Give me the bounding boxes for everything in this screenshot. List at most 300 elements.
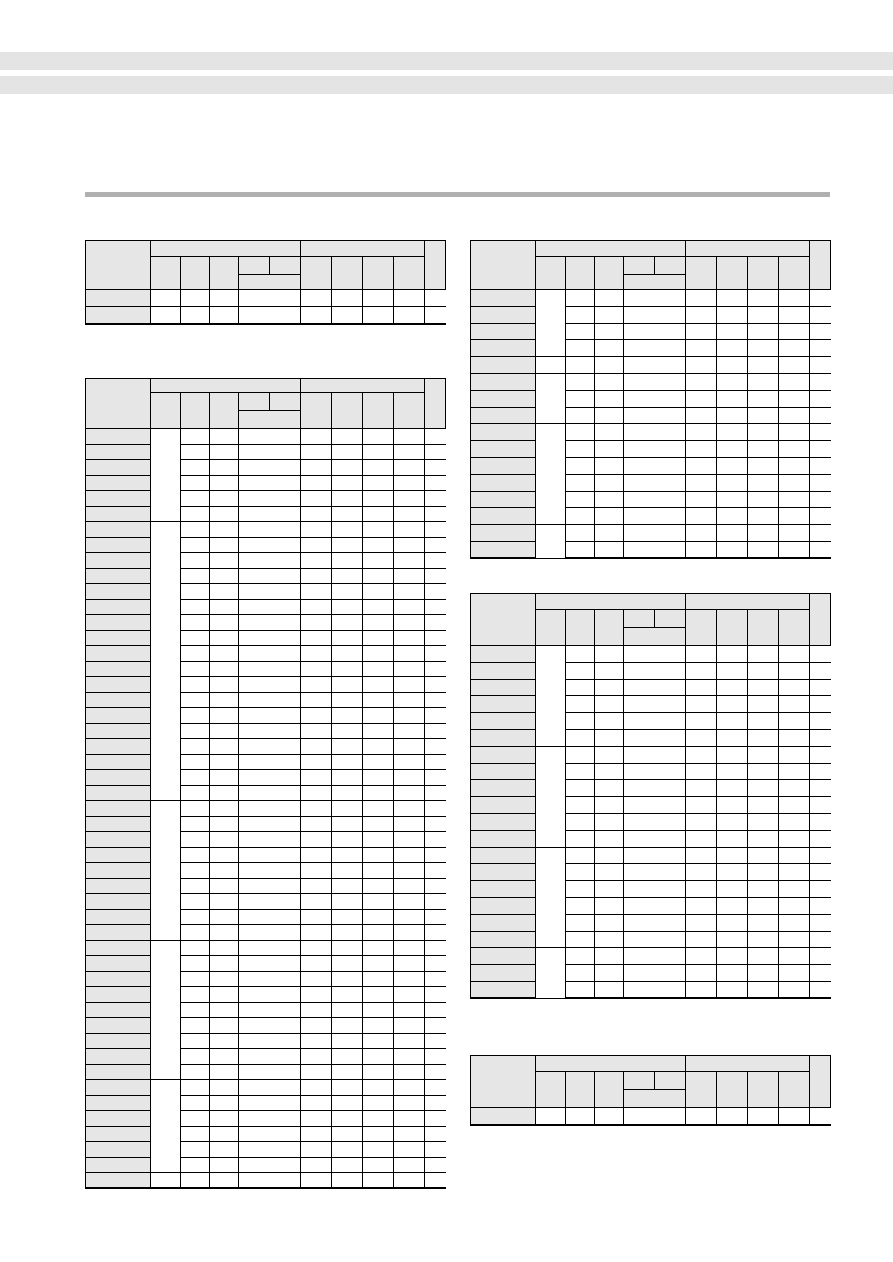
table-cell [151,801,181,941]
table-cell [810,830,831,847]
table-cell [181,708,210,724]
table-cell [686,746,717,763]
table-cell [363,1126,394,1142]
table-cell [595,763,624,780]
table-cell [810,306,831,323]
table-cell [332,584,363,600]
table-row [471,746,831,763]
table-cell [595,897,624,914]
table-cell [239,971,301,987]
table-cell [425,568,446,584]
table-cell [181,615,210,631]
table-cell [394,878,425,894]
table-cell [239,1049,301,1065]
table-cell [748,508,779,525]
table-cell [363,723,394,739]
table-cell [624,864,686,881]
table-cell [566,679,595,696]
table-cell [686,981,717,998]
row-label-cell [86,863,151,879]
table-cell [425,522,446,538]
header-cell [686,257,717,290]
table-row [471,474,831,491]
table-cell [239,816,301,832]
row-label-cell [86,584,151,600]
table-cell [210,1157,239,1173]
row-label-cell [86,1126,151,1142]
header-cell [394,257,425,290]
table-cell [151,522,181,801]
row-label-cell [471,948,536,965]
table-cell [425,1018,446,1034]
table-row [86,506,446,522]
table-cell [595,457,624,474]
table-cell [686,424,717,441]
table-cell [624,746,686,763]
table-cell [748,407,779,424]
table-cell [810,525,831,542]
table-cell [595,474,624,491]
table-cell [595,965,624,982]
row-label-cell [86,925,151,941]
table-cell [181,630,210,646]
table-cell [394,925,425,941]
table-cell [810,390,831,407]
table-cell [624,948,686,965]
table-row [86,677,446,693]
table-cell [181,1095,210,1111]
table-cell [394,987,425,1003]
row-label-cell [86,568,151,584]
table-cell [810,1108,831,1125]
table-row [471,357,831,374]
header-cell [686,1072,717,1108]
table-row [86,646,446,662]
row-label-cell [86,987,151,1003]
table-cell [394,1157,425,1173]
table-cell [363,537,394,553]
table-cell [301,878,332,894]
table-cell [181,956,210,972]
table-cell [425,692,446,708]
table-cell [301,599,332,615]
table-cell [717,729,748,746]
table-cell [779,847,810,864]
table-cell [810,679,831,696]
table-cell [363,832,394,848]
table-cell [363,1064,394,1080]
table-row [86,909,446,925]
table-cell [624,357,686,374]
table-row [471,729,831,746]
table-cell [810,729,831,746]
table-cell [624,965,686,982]
table-cell [779,441,810,458]
header-cell [332,393,363,429]
header-cell [655,610,686,628]
header-cell [239,275,301,290]
table-cell [301,785,332,801]
table-cell [394,615,425,631]
table-cell [301,816,332,832]
table-row [86,1033,446,1049]
row-label-cell [471,357,536,374]
row-label-cell [471,457,536,474]
table-cell [332,940,363,956]
table-cell [363,584,394,600]
table-cell [810,864,831,881]
table-cell [595,696,624,713]
row-label-cell [86,661,151,677]
header-cell [779,257,810,290]
table-cell [425,987,446,1003]
table-cell [363,785,394,801]
table-cell [748,780,779,797]
table-cell [239,801,301,817]
header-cell [810,594,831,646]
table-cell [394,1111,425,1127]
table-cell [332,475,363,491]
table-cell [810,763,831,780]
table-cell [210,708,239,724]
table-cell [595,780,624,797]
table-cell [332,894,363,910]
header-cell [748,1072,779,1108]
table-cell [363,615,394,631]
table-row [86,1018,446,1034]
table-cell [686,306,717,323]
table-cell [425,956,446,972]
header-cell [425,379,446,429]
row-label-cell [471,780,536,797]
table-cell [394,491,425,507]
table-cell [332,754,363,770]
table-cell [181,816,210,832]
table-cell [363,847,394,863]
table-cell [363,1111,394,1127]
table-cell [425,491,446,507]
table-cell [301,723,332,739]
table-cell [239,615,301,631]
header-group-cell [301,379,425,393]
row-label-cell [471,306,536,323]
table-cell [239,785,301,801]
table-cell [210,630,239,646]
header-group-cell [151,241,301,257]
table-cell [425,1173,446,1189]
table-cell [181,940,210,956]
table-cell [425,1064,446,1080]
table-cell [425,801,446,817]
row-label-cell [86,522,151,538]
table-cell [363,599,394,615]
table-cell [394,568,425,584]
table-cell [425,1049,446,1065]
header-cell [151,257,181,290]
table-row [471,1108,831,1125]
table-cell [394,816,425,832]
table-cell [363,863,394,879]
table-cell [239,307,301,324]
row-label-cell [86,677,151,693]
header-cell [471,241,536,290]
table-cell [425,785,446,801]
table-cell [566,965,595,982]
table-cell [624,390,686,407]
table-cell [394,506,425,522]
header-cell [536,610,566,646]
table-cell [566,441,595,458]
table-row [471,541,831,558]
table-cell [595,931,624,948]
table-cell [301,584,332,600]
table-cell [425,1080,446,1096]
table-cell [566,508,595,525]
table-cell [748,390,779,407]
table-cell [151,1080,181,1173]
table-cell [425,661,446,677]
table-cell [394,1002,425,1018]
table-cell [332,460,363,476]
table-cell [686,323,717,340]
spec-table [470,593,831,999]
table-cell [425,770,446,786]
table-cell [717,965,748,982]
table-cell [181,971,210,987]
table-cell [748,914,779,931]
header-group-cell [536,241,686,257]
table-cell [210,491,239,507]
table-cell [810,491,831,508]
table-row [471,525,831,542]
row-label-cell [471,373,536,390]
table-cell [301,909,332,925]
table-cell [566,830,595,847]
table-cell [566,931,595,948]
table-cell [425,584,446,600]
table-cell [332,863,363,879]
table-cell [363,816,394,832]
table-cell [779,897,810,914]
table-cell [686,373,717,390]
table-cell [425,708,446,724]
table-cell [624,813,686,830]
table-cell [425,444,446,460]
table-cell [425,460,446,476]
row-label-cell [86,739,151,755]
table-cell [332,1142,363,1158]
table-row [471,981,831,998]
table-cell [363,878,394,894]
table-cell [332,290,363,307]
header-band-bottom [0,76,893,94]
table-cell [239,1157,301,1173]
table-cell [717,914,748,931]
table-cell [301,832,332,848]
table-cell [301,307,332,324]
table-row [86,661,446,677]
table-cell [239,661,301,677]
table-cell [686,390,717,407]
table-cell [181,568,210,584]
table-cell [566,729,595,746]
table-cell [181,444,210,460]
table-cell [394,971,425,987]
row-label-cell [471,390,536,407]
table-cell [332,568,363,584]
table-cell [810,424,831,441]
table-cell [363,475,394,491]
table-cell [363,646,394,662]
table-cell [810,713,831,730]
table-row [86,832,446,848]
table-cell [536,525,566,559]
table-cell [332,708,363,724]
table-row [471,441,831,458]
table-cell [717,424,748,441]
row-label-cell [86,1142,151,1158]
table-cell [181,1111,210,1127]
header-group-cell [536,594,686,610]
table-cell [394,1080,425,1096]
table-cell [595,713,624,730]
table-cell [239,708,301,724]
table-row [86,971,446,987]
table-cell [624,981,686,998]
table-cell [181,754,210,770]
table-cell [425,878,446,894]
table-cell [301,491,332,507]
table-cell [717,662,748,679]
table-cell [425,1142,446,1158]
table-cell [717,847,748,864]
table-cell [239,429,301,445]
table-cell [686,881,717,898]
table-cell [779,407,810,424]
table-cell [363,491,394,507]
table-row [471,424,831,441]
table-cell [595,357,624,374]
table-cell [779,780,810,797]
table-cell [210,1126,239,1142]
table-row [86,863,446,879]
table-cell [394,537,425,553]
table-cell [624,646,686,663]
header-cell [210,257,239,290]
table-cell [686,696,717,713]
table-cell [748,290,779,307]
table-cell [748,357,779,374]
table-cell [686,457,717,474]
table-cell [301,739,332,755]
row-label-cell [471,525,536,542]
header-group-cell [686,241,810,257]
table-cell [779,306,810,323]
table-cell [779,457,810,474]
table-cell [239,909,301,925]
table-cell [595,441,624,458]
table-cell [624,541,686,558]
table-row [471,797,831,814]
row-label-cell [86,506,151,522]
table-cell [536,646,566,747]
table-row [86,692,446,708]
table-cell [595,830,624,847]
table-cell [301,940,332,956]
table-cell [717,290,748,307]
table-cell [566,323,595,340]
header-cell [86,379,151,429]
table-row [86,522,446,538]
table-cell [363,630,394,646]
table-cell [566,847,595,864]
header-cell [779,1072,810,1108]
table-cell [748,441,779,458]
table-cell [624,525,686,542]
table-cell [210,553,239,569]
table-cell [301,708,332,724]
row-label-cell [86,599,151,615]
table-cell [425,1126,446,1142]
table-cell [210,429,239,445]
table-cell [566,864,595,881]
table-cell [686,491,717,508]
table-cell [181,553,210,569]
table-cell [394,599,425,615]
table-cell [210,754,239,770]
header-cell [624,1090,686,1108]
table-cell [624,441,686,458]
table-cell [779,746,810,763]
table-cell [425,1157,446,1173]
table-cell [301,460,332,476]
table-cell [394,1142,425,1158]
table-cell [566,541,595,558]
table-cell [210,677,239,693]
table-cell [210,832,239,848]
row-label-cell [471,763,536,780]
table-cell [536,424,566,525]
table-row [86,475,446,491]
table-row [86,723,446,739]
table-cell [210,537,239,553]
table-row [86,1064,446,1080]
table-cell [717,306,748,323]
table-cell [332,739,363,755]
table-cell [779,830,810,847]
table-cell [748,897,779,914]
table-cell [394,754,425,770]
table-cell [779,290,810,307]
table-cell [210,723,239,739]
header-cell [363,393,394,429]
table-row [471,830,831,847]
table-cell [181,723,210,739]
header-cell [655,1072,686,1090]
table-cell [624,847,686,864]
table-cell [595,390,624,407]
table-cell [181,491,210,507]
row-label-cell [471,679,536,696]
row-label-cell [471,290,536,307]
table-cell [239,847,301,863]
table-cell [363,1080,394,1096]
row-label-cell [86,646,151,662]
table-cell [394,1049,425,1065]
table-cell [332,553,363,569]
table-cell [624,763,686,780]
table-cell [566,290,595,307]
